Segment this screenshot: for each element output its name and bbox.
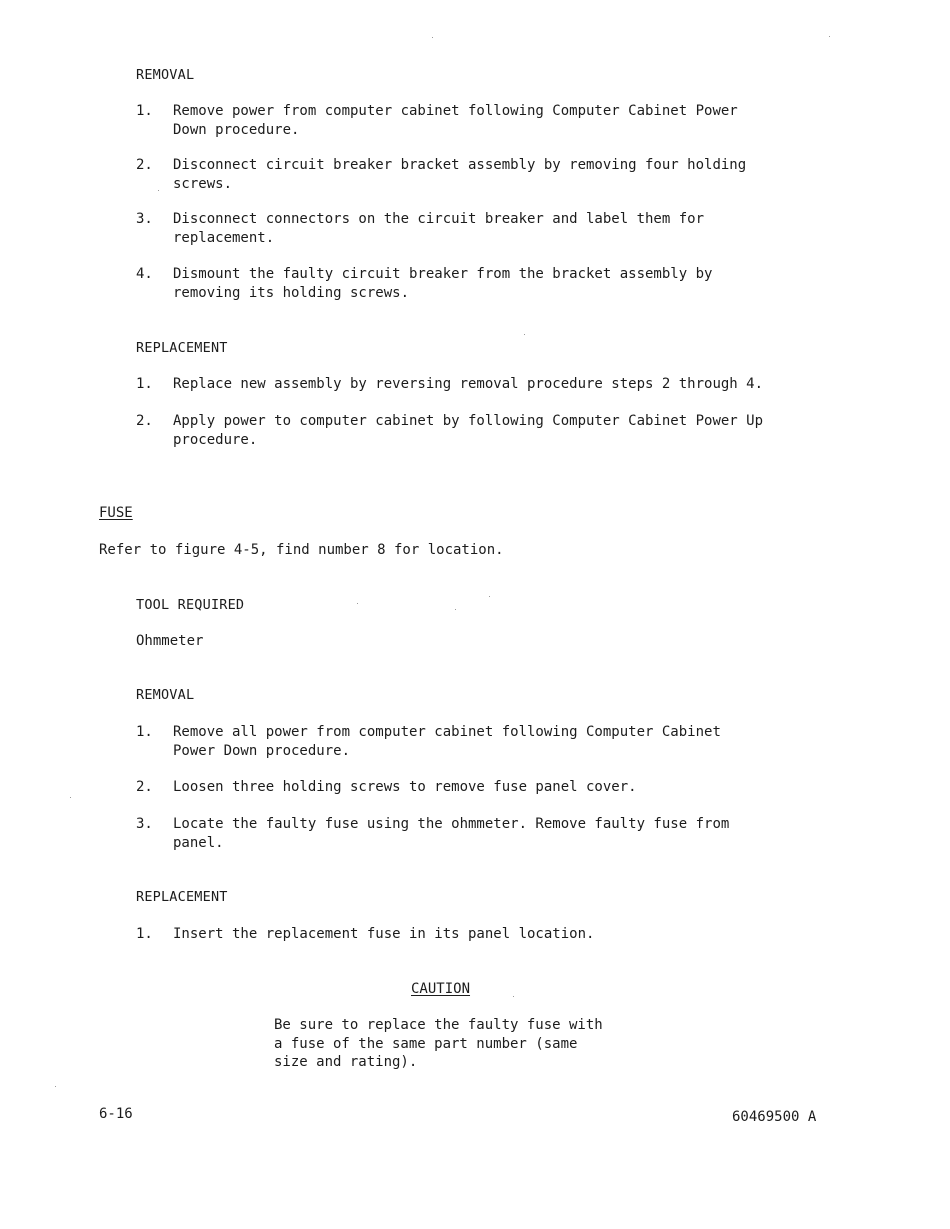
tool-name: Ohmmeter: [136, 633, 204, 649]
scan-speck: [829, 36, 830, 37]
scan-speck: [524, 334, 525, 335]
step-text: Apply power to computer cabinet by following Computer Cabinet Power Up procedure.: [173, 413, 764, 448]
scan-speck: [70, 797, 71, 798]
fuse-removal-step-3: [136, 815, 836, 852]
tool-required-heading: TOOL REQUIRED: [136, 597, 245, 613]
fuse-removal-step-1: [136, 723, 836, 760]
caution-text: Be sure to replace the faulty fuse with a fuse of the same part number (same size and rating).: [274, 1017, 603, 1070]
step-text: Dismount the faulty circuit breaker from the bracket assembly by removing its holding screws.: [173, 266, 713, 301]
step-text: Remove power from computer cabinet following Computer Cabinet Power Down procedure.: [173, 103, 738, 138]
step-text: Disconnect connectors on the circuit breaker and label them for replacement.: [173, 211, 705, 246]
fuse-removal-step-2: [136, 778, 836, 797]
step-number: 2.: [136, 413, 153, 429]
scan-speck: [357, 603, 358, 604]
replacement-step-1: [136, 375, 856, 394]
step-text: Remove all power from computer cabinet following Computer Cabinet Power Down procedure.: [173, 724, 721, 759]
caution-title: CAUTION: [411, 981, 471, 997]
fuse-removal-heading: REMOVAL: [136, 687, 195, 703]
step-number: 3.: [136, 816, 153, 832]
fuse-replacement-step-1: [136, 925, 836, 944]
scan-speck: [55, 1086, 56, 1087]
removal-step-1: [136, 102, 836, 139]
scan-speck: [432, 37, 433, 38]
step-text: Insert the replacement fuse in its panel location.: [173, 926, 595, 942]
fuse-section-title: FUSE: [99, 505, 133, 521]
scan-speck: [489, 596, 490, 597]
step-text: Replace new assembly by reversing removal procedure steps 2 through 4.: [173, 376, 764, 392]
step-number: 2.: [136, 779, 153, 795]
step-number: 1.: [136, 103, 153, 119]
step-number: 3.: [136, 211, 153, 227]
replacement-heading: REPLACEMENT: [136, 340, 228, 356]
removal-step-4: [136, 265, 836, 302]
step-text: Loosen three holding screws to remove fuse panel cover.: [173, 779, 637, 795]
step-text: Disconnect circuit breaker bracket assembly by removing four holding screws.: [173, 157, 747, 192]
document-number: 60469500 A: [732, 1109, 817, 1125]
scan-speck: [513, 996, 514, 997]
removal-step-3: [136, 210, 836, 247]
step-number: 1.: [136, 376, 153, 392]
scan-speck: [455, 609, 456, 610]
removal-step-2: [136, 156, 836, 193]
scan-speck: [158, 190, 159, 191]
replacement-step-2: [136, 412, 856, 449]
page-number: 6-16: [99, 1106, 133, 1122]
removal-heading: REMOVAL: [136, 67, 195, 83]
fuse-intro: Refer to figure 4-5, find number 8 for location.: [99, 542, 504, 558]
step-text: Locate the faulty fuse using the ohmmeter. Remove faulty fuse from panel.: [173, 816, 730, 851]
step-number: 1.: [136, 724, 153, 740]
step-number: 1.: [136, 926, 153, 942]
fuse-replacement-heading: REPLACEMENT: [136, 889, 228, 905]
step-number: 2.: [136, 157, 153, 173]
step-number: 4.: [136, 266, 153, 282]
